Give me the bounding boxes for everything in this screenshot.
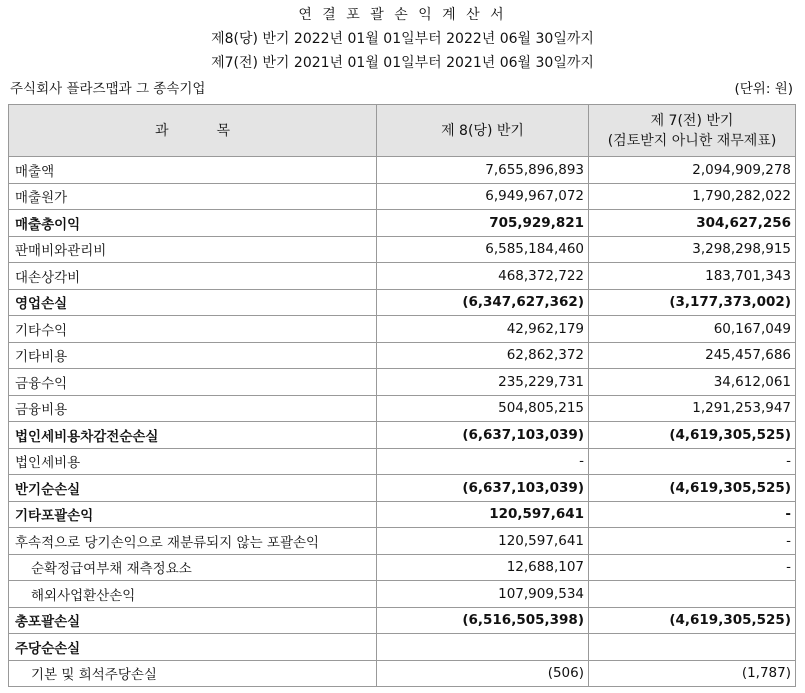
row-current-value: (6,637,103,039) bbox=[377, 422, 589, 449]
row-prior-value: (3,177,373,002) bbox=[589, 289, 796, 316]
table-row bbox=[9, 369, 796, 396]
row-prior-value: - bbox=[589, 501, 796, 528]
row-prior-value bbox=[589, 634, 796, 661]
row-current-value bbox=[377, 634, 589, 661]
row-label: 영업손실 bbox=[9, 289, 377, 316]
table-row bbox=[9, 157, 796, 184]
row-prior-value: (4,619,305,525) bbox=[589, 607, 796, 634]
table-row bbox=[9, 554, 796, 581]
table-row bbox=[9, 263, 796, 290]
row-label: 기타비용 bbox=[9, 342, 377, 369]
row-label: 총포괄손실 bbox=[9, 607, 377, 634]
row-label: 반기순손실 bbox=[9, 475, 377, 502]
table-row bbox=[9, 501, 796, 528]
company-name: 주식회사 플라즈맵과 그 종속기업 bbox=[10, 81, 206, 97]
row-current-value: 62,862,372 bbox=[377, 342, 589, 369]
row-current-value: (6,637,103,039) bbox=[377, 475, 589, 502]
row-label: 법인세비용 bbox=[9, 448, 377, 475]
row-label: 매출원가 bbox=[9, 183, 377, 210]
period-current: 제8(당) 반기 2022년 01월 01일부터 2022년 06월 30일까지 bbox=[211, 31, 594, 47]
row-current-value: 6,949,967,072 bbox=[377, 183, 589, 210]
row-prior-value bbox=[589, 581, 796, 608]
row-prior-value: 3,298,298,915 bbox=[589, 236, 796, 263]
row-prior-value: 304,627,256 bbox=[589, 210, 796, 237]
row-current-value: 42,962,179 bbox=[377, 316, 589, 343]
row-current-value: 120,597,641 bbox=[377, 501, 589, 528]
table-row bbox=[9, 342, 796, 369]
table-row bbox=[9, 475, 796, 502]
column-header-subject-b: 목 bbox=[216, 122, 231, 139]
row-current-value: - bbox=[377, 448, 589, 475]
row-current-value: (6,347,627,362) bbox=[377, 289, 589, 316]
row-prior-value: - bbox=[589, 528, 796, 555]
table-row bbox=[9, 316, 796, 343]
row-current-value: 120,597,641 bbox=[377, 528, 589, 555]
table-row bbox=[9, 448, 796, 475]
row-label: 법인세비용차감전순손실 bbox=[9, 422, 377, 449]
table-row bbox=[9, 289, 796, 316]
row-label: 기타포괄손익 bbox=[9, 501, 377, 528]
row-label: 기타수익 bbox=[9, 316, 377, 343]
row-current-value: 7,655,896,893 bbox=[377, 157, 589, 184]
row-current-value: 705,929,821 bbox=[377, 210, 589, 237]
column-header-current: 제 8(당) 반기 bbox=[377, 105, 589, 157]
row-prior-value: 60,167,049 bbox=[589, 316, 796, 343]
table-row bbox=[9, 660, 796, 687]
table-row bbox=[9, 210, 796, 237]
row-prior-value: - bbox=[589, 448, 796, 475]
statement-title: 연 결 포 괄 손 익 계 산 서 bbox=[298, 7, 507, 23]
table-row bbox=[9, 236, 796, 263]
row-prior-value: 1,790,282,022 bbox=[589, 183, 796, 210]
table-row bbox=[9, 183, 796, 210]
column-header-subject-a: 과 bbox=[154, 122, 169, 139]
income-statement-table bbox=[8, 104, 796, 687]
row-prior-value: 2,094,909,278 bbox=[589, 157, 796, 184]
table-row bbox=[9, 422, 796, 449]
row-prior-value: (4,619,305,525) bbox=[589, 422, 796, 449]
table-row bbox=[9, 607, 796, 634]
row-prior-value: (1,787) bbox=[589, 660, 796, 687]
row-label: 매출액 bbox=[9, 157, 377, 184]
period-prior: 제7(전) 반기 2021년 01월 01일부터 2021년 06월 30일까지 bbox=[211, 55, 594, 71]
row-label: 금융비용 bbox=[9, 395, 377, 422]
row-prior-value: 245,457,686 bbox=[589, 342, 796, 369]
row-current-value: (506) bbox=[377, 660, 589, 687]
row-label: 후속적으로 당기손익으로 재분류되지 않는 포괄손익 bbox=[9, 528, 377, 555]
table-row bbox=[9, 634, 796, 661]
row-prior-value: (4,619,305,525) bbox=[589, 475, 796, 502]
column-header-prior bbox=[589, 105, 796, 157]
row-label: 매출총이익 bbox=[9, 210, 377, 237]
row-current-value: 6,585,184,460 bbox=[377, 236, 589, 263]
row-prior-value: 34,612,061 bbox=[589, 369, 796, 396]
row-current-value: 12,688,107 bbox=[377, 554, 589, 581]
row-label: 대손상각비 bbox=[9, 263, 377, 290]
row-label: 기본 및 희석주당손실 bbox=[9, 660, 377, 687]
column-header-subject bbox=[9, 105, 377, 157]
row-prior-value: 1,291,253,947 bbox=[589, 395, 796, 422]
row-label: 주당순손실 bbox=[9, 634, 377, 661]
table-header-row bbox=[9, 105, 796, 157]
column-header-prior-line1: 제 7(전) 반기 bbox=[650, 112, 734, 129]
row-label: 판매비와관리비 bbox=[9, 236, 377, 263]
row-current-value: (6,516,505,398) bbox=[377, 607, 589, 634]
row-current-value: 468,372,722 bbox=[377, 263, 589, 290]
row-current-value: 235,229,731 bbox=[377, 369, 589, 396]
column-header-prior-line2: (검토받지 아니한 재무제표) bbox=[607, 132, 777, 149]
table-row bbox=[9, 395, 796, 422]
row-current-value: 504,805,215 bbox=[377, 395, 589, 422]
row-label: 순확정급여부채 재측정요소 bbox=[9, 554, 377, 581]
table-row bbox=[9, 581, 796, 608]
row-label: 금융수익 bbox=[9, 369, 377, 396]
row-label: 해외사업환산손익 bbox=[9, 581, 377, 608]
unit-label: (단위: 원) bbox=[734, 81, 793, 97]
row-prior-value: - bbox=[589, 554, 796, 581]
table-row bbox=[9, 528, 796, 555]
row-prior-value: 183,701,343 bbox=[589, 263, 796, 290]
row-current-value: 107,909,534 bbox=[377, 581, 589, 608]
